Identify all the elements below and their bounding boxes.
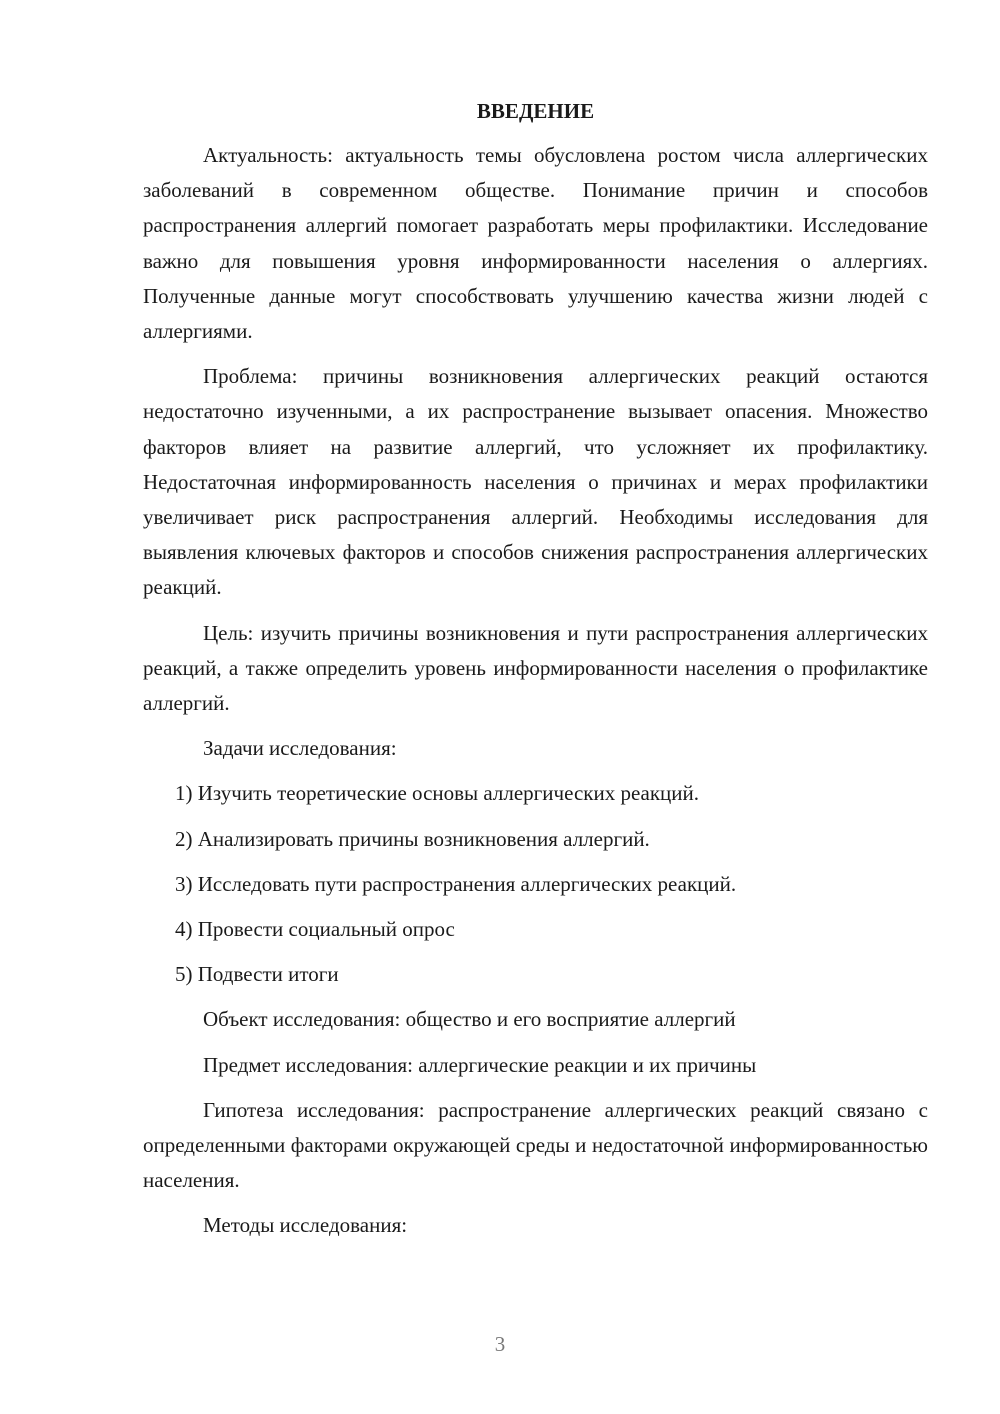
paragraph-subject: Предмет исследования: аллергические реакции и их причины — [203, 1052, 757, 1077]
document-page — [143, 96, 928, 1254]
paragraph-methods: Методы исследования: — [203, 1213, 408, 1238]
paragraph-object: Объект исследования: общество и его восприятие аллергий — [203, 1007, 736, 1032]
tasks-title: Задачи исследования: — [203, 736, 397, 761]
section-heading: ВВЕДЕНИЕ — [476, 99, 595, 123]
paragraph-hypothesis: Гипотеза исследования: распространение аллергических реакций связано с определенными факторами окружающей среды и недостаточной информированностью населения. — [143, 1097, 928, 1193]
tasks-list — [143, 776, 928, 992]
paragraph-problem: Проблема: причины возникновения аллергических реакций остаются недостаточно изученными, а их распространение вызывает опасения. Множество факторов влияет на развитие аллергий, что усложняет их профилактику. Недостаточная информированность населения о причинах и мерах профилактики увеличивает риск распространения аллергий. Необходимы исследования для выявления ключевых факторов и способов снижения распространения аллергических реакций. — [143, 364, 928, 600]
paragraph-relevance: Актуальность: актуальность темы обусловлена ростом числа аллергических заболеваний в современном обществе. Понимание причин и способов распространения аллергий помогает разработать меры профилактики. Исследование важно для повышения уровня информированности населения о аллергиях. Полученные данные могут способствовать улучшению качества жизни людей с аллергиями. — [143, 143, 928, 344]
task-item-2: 2) Анализировать причины возникновения аллергий. — [175, 826, 650, 851]
task-item-4: 4) Провести социальный опрос — [175, 917, 455, 942]
task-item-3: 3) Исследовать пути распространения аллергических реакций. — [175, 871, 737, 896]
task-item-1: 1) Изучить теоретические основы аллергических реакций. — [175, 781, 700, 806]
page-number: 3 — [494, 1332, 506, 1356]
task-item-5: 5) Подвести итоги — [175, 962, 339, 987]
paragraph-goal: Цель: изучить причины возникновения и пути распространения аллергических реакций, а также определить уровень информированности населения о профилактике аллергий. — [143, 620, 928, 716]
